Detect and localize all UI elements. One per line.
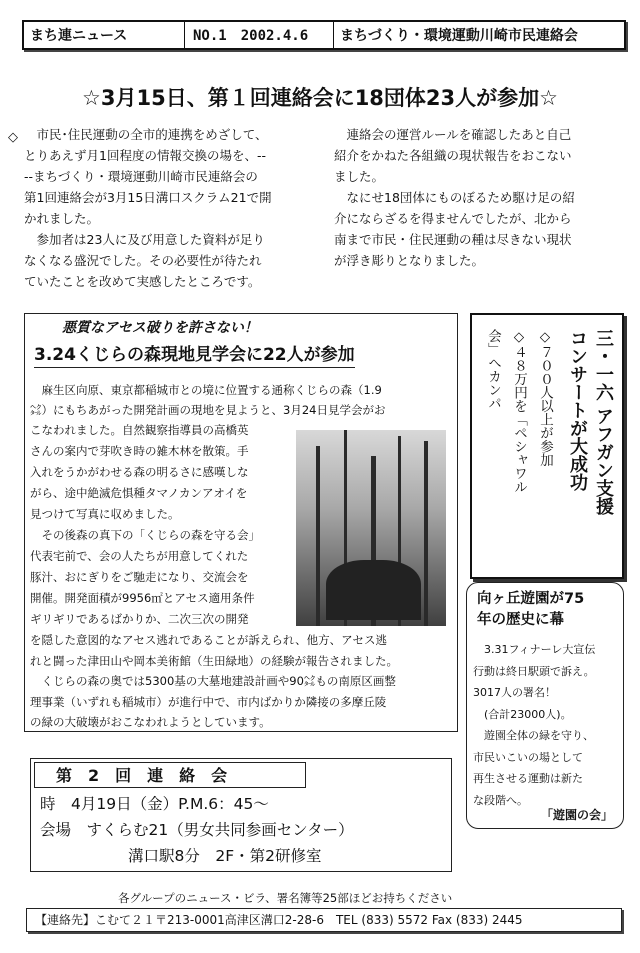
mukougaoka-line: 3017人の署名！: [473, 686, 556, 699]
mukougaoka-title-line: 向ヶ丘遊園が75: [477, 591, 585, 607]
meeting-venue-detail: 溝口駅8分 2F・第2研修室: [128, 847, 322, 865]
diamond-bullet-icon: ◇: [8, 130, 18, 145]
intro-column-left: [24, 124, 322, 292]
mukougaoka-line: 行動は終日駅頭で訴え。: [473, 664, 595, 678]
afghan-title-line: 三・一六 アフガン支援: [593, 329, 614, 516]
kujira-line: れと闘った津田山や岡本美術館（生田緑地）の経験が報告されました。: [30, 653, 398, 668]
kujira-body-top: [30, 380, 448, 420]
mukougaoka-box: [466, 582, 624, 829]
kujira-line: の緑の大破壊がおこなわれようとしています。: [30, 715, 271, 729]
newsletter-name: まち連ニュース: [24, 22, 185, 48]
kujira-body-narrow: [30, 420, 292, 630]
intro-line: 介にならざるを得ませんでしたが、北から: [334, 211, 572, 226]
kujira-line: がら、途中絶滅危惧種タマノカンアオイを: [30, 486, 248, 500]
intro-column-right: [334, 124, 630, 271]
kujira-title: 3.24くじらの森現地見学会に22人が参加: [34, 340, 355, 368]
kujira-body-bottom: [30, 630, 450, 733]
intro-line: 連絡会の運営ルールを確認したあと自己: [334, 127, 572, 142]
mukougaoka-title-line: 年の歴史に幕: [477, 612, 564, 628]
afghan-detail-line: ◇７００人以上が参加: [537, 329, 553, 467]
kujira-line: くじらの森の奥では5300基の大墓地建設計画や90㌶もの南原区画整: [30, 674, 396, 688]
kujira-line: 開催。開発面積が9956㎡とアセス適用条件: [30, 591, 255, 605]
forest-photo: [296, 430, 446, 626]
intro-line: --まちづくり・環境運動川崎市民連絡会の: [24, 169, 258, 184]
afghan-details: [480, 329, 558, 569]
kujira-line: 見つけて写真に収めました。: [30, 507, 180, 521]
organization-name: まちづくり・環境運動川崎市民連絡会: [340, 28, 578, 44]
footer-note: 各グループのニュース・ビラ、署名簿等25部ほどお持ちください: [118, 891, 453, 905]
kujira-line: ギリギリであるばかりか、二次三次の開発: [30, 612, 249, 626]
issue-number-date: NO.1 2002.4.6: [185, 22, 334, 48]
mukougaoka-line: 再生させる運動は新た: [473, 772, 583, 785]
mukougaoka-line: 市民いこいの場として: [473, 750, 583, 764]
intro-line: とりあえず月1回程度の情報交換の場を、--: [24, 148, 266, 163]
contact-info: 【連絡先】こむて２１〒213-0001高津区溝口2-28-6 TEL (833) 5572 Fax (833) 2445: [35, 913, 523, 927]
kujira-line: を隠した意図的なアセス逃れであることが訴えられ、他方、アセス逃: [30, 633, 387, 647]
kujira-kicker: 悪質なアセス破りを許さない！: [62, 320, 258, 336]
intro-line: なにせ18団体にものぼるため駆け足の紹: [334, 190, 575, 205]
mukougaoka-line: 3.31フィナーレ大宣伝: [473, 643, 596, 656]
meeting-title: 第 2 回 連 絡 会: [56, 766, 228, 785]
intro-line: 参加者は23人に及び用意した資料が足り: [24, 232, 265, 247]
meeting-time: 時 4月19日（金）P.M.6：45～: [40, 795, 269, 813]
main-headline: ☆3月15日、第１回連絡会に18団体23人が参加☆: [82, 86, 558, 110]
intro-line: ました。: [334, 169, 385, 184]
kujira-line: 代表宅前で、会の人たちが用意してくれた: [30, 549, 249, 563]
kujira-line: 理事業（いずれも稲城市）が進行中で、市内ばかりか隣接の多摩丘陵: [30, 694, 387, 709]
kujira-line: こなわれました。自然観察指導員の高橋英: [30, 423, 249, 437]
meeting-venue: 会場 すくらむ21（男女共同参画センター）: [40, 821, 354, 839]
mukougaoka-signature: 「遊園の会」: [540, 808, 613, 822]
afghan-title-line: コンサートが大成功: [567, 329, 588, 491]
kujira-line: 豚汁、おにぎりをご馳走になり、交流会を: [30, 570, 249, 584]
kujira-line: その後森の真下の「くじらの森を守る会」: [30, 528, 260, 542]
contact-box: [26, 908, 622, 932]
afghan-title: [564, 329, 616, 569]
mukougaoka-body: [473, 639, 595, 811]
intro-line: 市民･住民運動の全市的連携をめざして、: [24, 127, 268, 142]
kujira-line: さんの案内で芽吹き時の雑木林を散策。手: [30, 444, 249, 458]
intro-line: ていたことを改めて実感したところです。: [24, 274, 261, 289]
mukougaoka-line: (合計23000人)。: [473, 707, 572, 721]
intro-line: が浮き彫りとなりました。: [334, 253, 485, 268]
kujira-line: 入れをうかがわせる森の明るさに感嘆しな: [30, 465, 249, 479]
intro-line: 第1回連絡会が3月15日溝口スクラム21で開: [24, 190, 272, 205]
afghan-concert-box: [470, 313, 624, 579]
kujira-line: 麻生区向原、東京都稲城市との境に位置する通称くじらの森（1.9: [30, 383, 382, 397]
masthead: [22, 20, 626, 50]
kujira-line: ㌶）にもちあがった開発計画の現地を見ようと、3月24日見学会がお: [30, 403, 386, 417]
intro-line: 南まで市民・住民運動の種は尽きない現状: [334, 232, 572, 247]
afghan-detail-line: 会」へカンパ: [485, 329, 501, 410]
intro-line: 紹介をかねた各組織の現状報告をおこない: [334, 148, 572, 163]
mukougaoka-line: な段階へ。: [473, 793, 528, 807]
mukougaoka-title: [477, 589, 584, 631]
mukougaoka-line: 遊園全体の緑を守り、: [473, 729, 594, 742]
afghan-detail-line: ◇４８万円を「ペシャワル: [511, 329, 527, 494]
intro-line: かれました。: [24, 211, 100, 226]
intro-line: なくなる盛況でした。その必要性が待たれ: [24, 253, 262, 268]
